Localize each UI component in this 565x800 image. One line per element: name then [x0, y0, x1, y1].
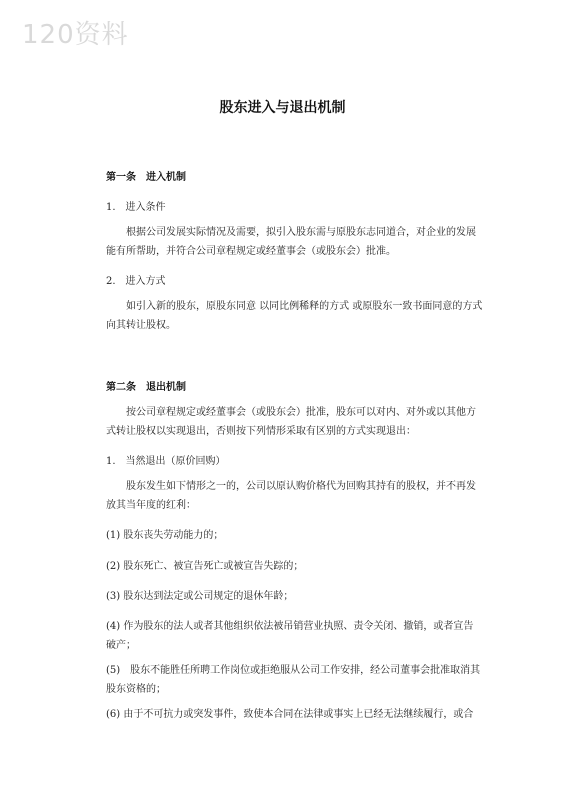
list-item-6: (6) 由于不可抗力或突发事件，致使本合同在法律或事实上已经无法继续履行，或合 — [106, 709, 474, 720]
document-title: 股东进入与退出机制 — [219, 100, 346, 116]
paragraph-natural-exit: 股东发生如下情形之一的，公司以原认购价格代为回购其持有的股权，并不再发放其当年度的红利： — [106, 481, 476, 511]
paragraph-entry-method: 如引入新的股东，原股东同意 以同比例稀释的方式 或原股东一致书面同意的方式向其转让股权。 — [106, 301, 483, 331]
list-item-3: (3) 股东达到法定或公司规定的退休年龄； — [106, 591, 294, 602]
list-item-5: (5) 股东不能胜任所聘工作岗位或拒绝服从公司工作安排，经公司董事会批准取消其股东资格的； — [106, 665, 481, 695]
section-heading-entry: 第一条 进入机制 — [106, 172, 186, 183]
item-label-entry-method: 2. 进入方式 — [106, 276, 166, 287]
paragraph-exit-intro: 按公司章程规定或经董事会（或股东会）批准，股东可以对内、对外或以其他方式转让股权以实现退出，否则按下列情形采取有区别的方式实现退出： — [106, 407, 476, 437]
list-item-4: (4) 作为股东的法人或者其他组织依法被吊销营业执照、责令关闭、撤销，或者宣告破产； — [106, 621, 474, 651]
watermark-logo: 120资料 — [22, 20, 129, 50]
list-item-2: (2) 股东死亡、被宣告死亡或被宣告失踪的； — [106, 561, 304, 572]
paragraph-entry-conditions: 根据公司发展实际情况及需要，拟引入股东需与原股东志同道合，对企业的发展能有所帮助，并符合公司章程规定或经董事会（或股东会）批准。 — [106, 227, 476, 257]
list-item-1: (1) 股东丧失劳动能力的； — [106, 530, 224, 541]
section-heading-exit: 第二条 退出机制 — [106, 382, 186, 393]
item-label-entry-conditions: 1. 进入条件 — [106, 202, 166, 213]
item-label-natural-exit: 1. 当然退出（原价回购） — [106, 456, 226, 467]
